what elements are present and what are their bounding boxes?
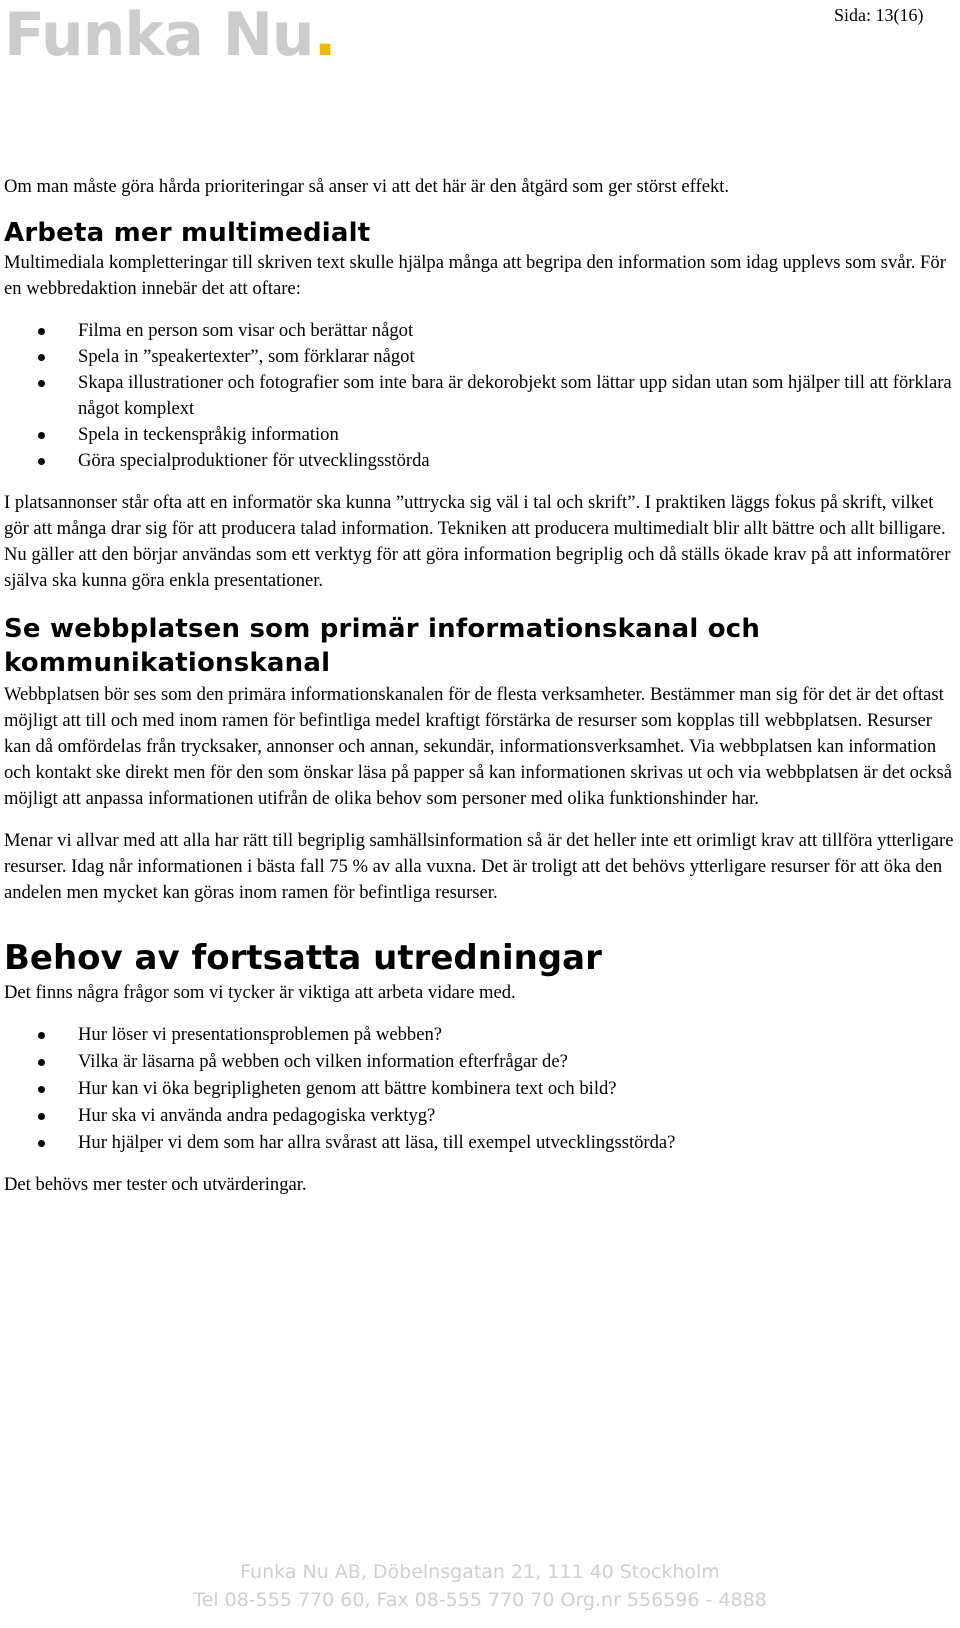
bullet-icon: [38, 380, 45, 387]
paragraph-resources: Menar vi allvar med att alla har rätt till begriplig samhällsinformation så är det heller inte ett orimligt krav att tillföra ytterligare resurser. Idag når informationen i bästa fall 75 % av alla vuxna. Det är troligt att det behövs ytterligare resurser för att öka den andelen men mycket kan göras inom ramen för befintliga resurser.: [4, 830, 954, 903]
logo-dot: .: [313, 0, 336, 70]
funka-nu-logo: [4, 0, 336, 70]
bullet-icon: [38, 1032, 45, 1039]
list-item: [4, 370, 954, 422]
list-item-text: Hur hjälper vi dem som har allra svårast att läsa, till exempel utvecklingsstörda?: [78, 1132, 676, 1153]
list-item-text: Spela in ”speakertexter”, som förklarar något: [78, 346, 415, 367]
paragraph-multimedia-intro: Multimediala kompletteringar till skriven text skulle hjälpa många att begripa den information som idag upplevs som svår. För en webbredaktion innebär det att oftare:: [4, 252, 946, 299]
bullet-icon: [38, 328, 45, 335]
list-item: [4, 1022, 954, 1048]
list-item-text: Skapa illustrationer och fotografier som inte bara är dekorobjekt som lättar upp sidan utan som hjälper till att förklara något komplext: [78, 372, 952, 419]
list-item-text: Hur ska vi använda andra pedagogiska verktyg?: [78, 1105, 436, 1126]
document-body: [4, 174, 954, 1198]
list-item: [4, 1049, 954, 1075]
paragraph-website-primary: Webbplatsen bör ses som den primära informationskanalen för de flesta verksamheter. Bestämmer man sig för det är det oftast möjligt att till och med inom ramen för befintliga medel kraftigt förstärka de resurser som kopplas till webbplatsen. Resurser kan då omfördelas från trycksaker, annonser och annan, sekundär, informationsverksamhet. Via webbplatsen kan information och kontakt ske direkt men för den som önskar läsa på papper så kan informationen skrivas ut och via webbplatsen är det också möjligt att anpassa informationen utifrån de olika behov som personer med olika funktionshinder har.: [4, 684, 952, 809]
questions-bullet-list: [4, 1022, 954, 1156]
section-heading-website-primary: Se webbplatsen som primär informationskanal och kommunikationskanal: [4, 614, 761, 678]
footer-contact: Tel 08-555 770 60, Fax 08-555 770 70 Org.nr 556596 - 4888: [193, 1589, 767, 1611]
logo-text: Funka Nu: [4, 0, 314, 70]
list-item: [4, 1076, 954, 1102]
list-item: [4, 448, 954, 474]
list-item-text: Filma en person som visar och berättar något: [78, 320, 414, 341]
bullet-icon: [38, 458, 45, 465]
intro-paragraph: Om man måste göra hårda prioriteringar så anser vi att det här är den åtgärd som ger störst effekt.: [4, 176, 730, 197]
list-item: [4, 422, 954, 448]
bullet-icon: [38, 1086, 45, 1093]
bullet-icon: [38, 1059, 45, 1066]
paragraph-further-studies: Det finns några frågor som vi tycker är viktiga att arbeta vidare med.: [4, 982, 516, 1003]
bullet-icon: [38, 1140, 45, 1147]
paragraph-job-ads: I platsannonser står ofta att en informatör ska kunna ”uttrycka sig väl i tal och skrift”. I praktiken läggs fokus på skrift, vilket gör att många drar sig för att producera talad information. Tekniken att producera multimedialt blir allt bättre och allt billigare. Nu gäller att den börjar användas som ett verktyg för att göra information begriplig och då ställs ökade krav på att informatörer själva ska kunna göra enkla presentationer.: [4, 492, 951, 591]
list-item: [4, 344, 954, 370]
section-heading-further-studies: Behov av fortsatta utredningar: [4, 938, 602, 978]
page-number: Sida: 13(16): [834, 5, 924, 25]
bullet-icon: [38, 354, 45, 361]
list-item: [4, 1130, 954, 1156]
footer-address: Funka Nu AB, Döbelnsgatan 21, 111 40 Stockholm: [240, 1561, 720, 1583]
bullet-icon: [38, 1113, 45, 1120]
bullet-icon: [38, 432, 45, 439]
section-heading-multimedia: Arbeta mer multimedialt: [4, 218, 371, 248]
list-item-text: Göra specialproduktioner för utvecklingsstörda: [78, 450, 430, 471]
paragraph-closing: Det behövs mer tester och utvärderingar.: [4, 1174, 307, 1195]
list-item-text: Vilka är läsarna på webben och vilken information efterfrågar de?: [78, 1051, 568, 1072]
list-item: [4, 318, 954, 344]
list-item: [4, 1103, 954, 1129]
list-item-text: Hur löser vi presentationsproblemen på webben?: [78, 1024, 443, 1045]
multimedia-bullet-list: [4, 318, 954, 474]
list-item-text: Hur kan vi öka begripligheten genom att bättre kombinera text och bild?: [78, 1078, 617, 1099]
list-item-text: Spela in teckenspråkig information: [78, 424, 339, 445]
